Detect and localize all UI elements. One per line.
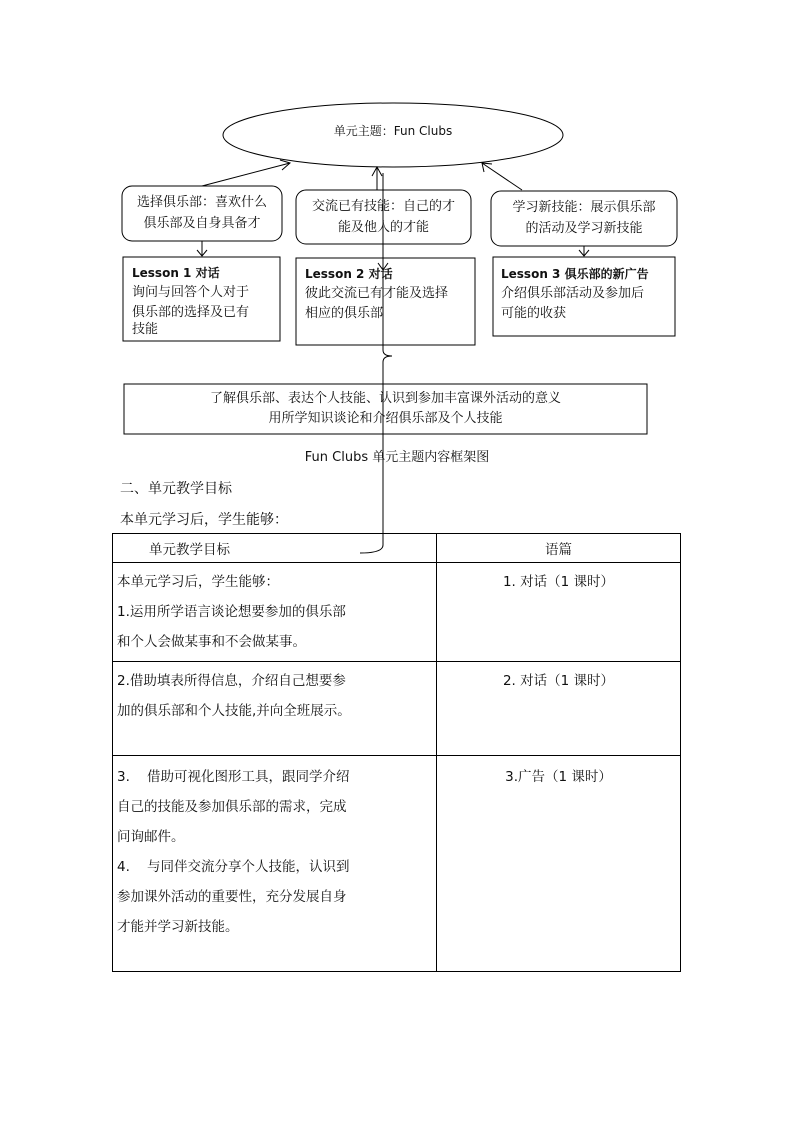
- node-2-line-2: 能及他人的才能: [337, 220, 429, 235]
- goal-line: 参加课外活动的重要性，充分发展自身: [117, 889, 347, 905]
- goal-line: 和个人会做某事和不会做某事。: [117, 634, 306, 650]
- node-label-1: [124, 192, 280, 234]
- summary-line-2: 用所学知识谈论和介绍俱乐部及个人技能: [268, 411, 503, 426]
- section-intro: 本单元学习后，学生能够：: [120, 512, 288, 528]
- lesson-3-line-1: 介绍俱乐部活动及参加后: [501, 286, 645, 301]
- diagram-caption: Fun Clubs 单元主题内容框架图: [304, 450, 490, 465]
- lesson-1-title: Lesson 1 对话: [132, 266, 220, 280]
- genre-label: 1. 对话（1 课时）: [502, 574, 615, 590]
- summary-line-1: 了解俱乐部、表达个人技能、认识到参加丰富课外活动的意义: [209, 391, 561, 406]
- goal-line: 1.运用所学语言谈论想要参加的俱乐部: [117, 604, 346, 620]
- lesson-2-text: [305, 264, 473, 324]
- goals-cell: [113, 756, 437, 972]
- node-1-line-1: 选择俱乐部：喜欢什么: [136, 195, 267, 210]
- node-label-2: [298, 196, 469, 238]
- arrow-node1-theme: [202, 163, 290, 186]
- lesson-1-line-1: 询问与回答个人对于: [132, 285, 250, 300]
- lesson-2-title: Lesson 2 对话: [305, 267, 393, 281]
- goal-line: 问询邮件。: [117, 829, 185, 845]
- node-3-line-1: 学习新技能：展示俱乐部: [512, 200, 656, 215]
- lesson-1-line-2: 俱乐部的选择及已有: [132, 305, 250, 320]
- lesson-2-line-1: 彼此交流已有才能及选择: [305, 286, 449, 301]
- summary-text: [126, 389, 645, 429]
- lesson-1-line-3: 技能: [132, 322, 159, 337]
- node-label-3: [493, 197, 675, 239]
- goals-cell: [113, 563, 437, 662]
- goal-line: 才能并学习新技能。: [117, 919, 239, 935]
- lesson-3-text: [501, 264, 673, 324]
- table-row: [113, 756, 681, 972]
- goal-line: 4. 与同伴交流分享个人技能，认识到: [117, 859, 350, 875]
- table-row: [113, 662, 681, 756]
- goal-line: 2.借助填表所得信息，介绍自己想要参: [117, 673, 346, 689]
- lesson-1-text: [132, 263, 278, 337]
- lesson-3-line-2: 可能的收获: [501, 306, 567, 321]
- genre-cell: [437, 756, 681, 972]
- goal-line: 加的俱乐部和个人技能,并向全班展示。: [117, 703, 351, 719]
- node-2-line-1: 交流已有技能：自己的才: [311, 199, 455, 214]
- node-1-line-2: 俱乐部及自身具备才: [143, 216, 261, 231]
- table-header-row: [113, 534, 681, 563]
- theme-label: 单元主题：Fun Clubs: [333, 124, 453, 138]
- section-heading: 二、单元教学目标: [120, 481, 232, 497]
- goals-table: [112, 533, 681, 972]
- goal-line: 本单元学习后，学生能够：: [117, 574, 279, 590]
- genre-cell: [437, 563, 681, 662]
- node-3-line-2: 的活动及学习新技能: [525, 221, 643, 236]
- goal-line: 3. 借助可视化图形工具，跟同学介绍: [117, 769, 350, 785]
- genre-cell: [437, 662, 681, 756]
- goals-cell: [113, 662, 437, 756]
- lesson-2-line-2: 相应的俱乐部: [305, 306, 384, 321]
- header-genre: 语篇: [437, 534, 681, 563]
- lesson-3-title: Lesson 3 俱乐部的新广告: [501, 267, 649, 281]
- table-row: [113, 563, 681, 662]
- genre-label: 3.广告（1 课时）: [505, 769, 612, 785]
- header-goals: 单元教学目标: [113, 534, 437, 563]
- arrow-node3-theme: [482, 163, 522, 190]
- goal-line: 自己的技能及参加俱乐部的需求，完成: [117, 799, 347, 815]
- genre-label: 2. 对话（1 课时）: [502, 673, 615, 689]
